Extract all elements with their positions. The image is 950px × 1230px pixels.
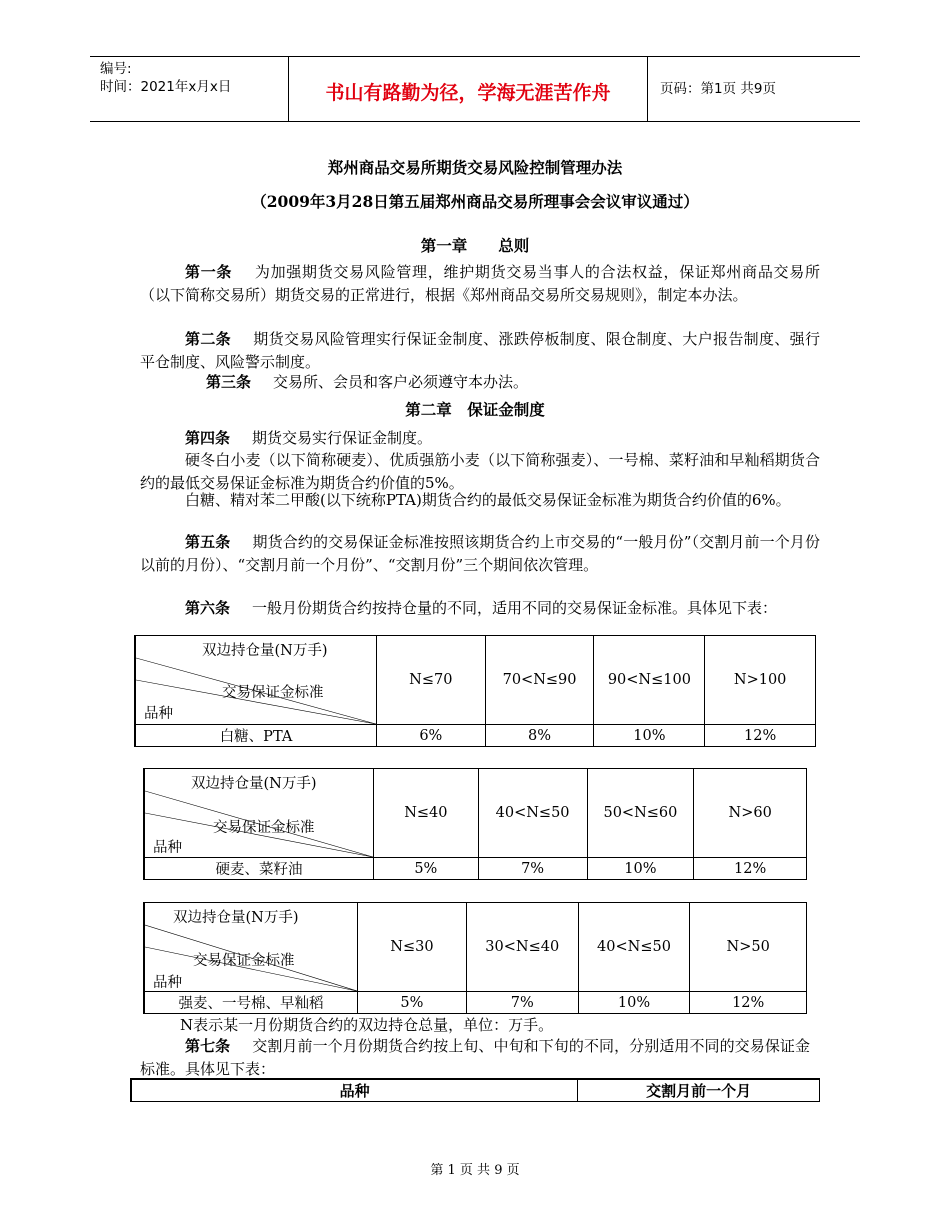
article-3-text: 交易所、会员和客户必须遵守本办法。 <box>273 373 529 391</box>
table-3-col-header: 40<N≤50 <box>578 903 690 992</box>
article-3 <box>140 371 820 394</box>
article-7 <box>140 1035 810 1080</box>
margin-table-3 <box>143 902 807 1014</box>
article-5-text: 期货合约的交易保证金标准按照该期货合约上市交易的“一般月份”（交割月前一个月份以前的月份）、“交割月前一个月份”、“交割月份”三个期间依次管理。 <box>140 533 820 574</box>
table-2-col-header: N≤40 <box>374 769 479 858</box>
article-1-label: 第一条 <box>185 263 233 281</box>
table-3-product-label: 品种 <box>153 975 182 991</box>
table-3-col-header: N>50 <box>690 903 807 992</box>
article-4-label: 第四条 <box>185 429 231 447</box>
table-2-col-header: N>60 <box>694 769 807 858</box>
margin-table-1 <box>134 635 816 747</box>
table-1-product: 白糖、PTA <box>135 725 377 747</box>
doc-time-label: 时间：2021年x月x日 <box>100 79 232 95</box>
table-1-product-label: 品种 <box>144 706 173 722</box>
chapter-2-title: 第二章 保证金制度 <box>405 400 545 419</box>
table-1-cell: 10% <box>594 725 705 747</box>
table-3-col-header: 30<N≤40 <box>466 903 578 992</box>
table-1-col-header: N≤70 <box>377 636 486 725</box>
table-1-col-header: 90<N≤100 <box>594 636 705 725</box>
table-3-cell: 10% <box>578 992 690 1014</box>
article-3-label: 第三条 <box>206 373 252 391</box>
margin-table-2 <box>143 768 807 880</box>
document-subtitle: （2009年3月28日第五届郑州商品交易所理事会会议审议通过） <box>251 192 699 211</box>
article-1 <box>140 261 820 306</box>
article-7-text: 交割月前一个月份期货合约按上旬、中旬和下旬的不同，分别适用不同的交易保证金标准。具体见下表： <box>140 1037 810 1078</box>
margin-table-4 <box>130 1078 820 1102</box>
table-2-margin-label: 交易保证金标准 <box>213 820 315 836</box>
table-3-margin-label: 交易保证金标准 <box>193 953 295 969</box>
article-5 <box>140 531 820 576</box>
table-2-cell: 5% <box>374 858 479 880</box>
table-3-cell: 5% <box>358 992 467 1014</box>
chapter-1-title: 第一章 总则 <box>420 236 530 255</box>
header-motto-box <box>288 56 648 122</box>
table-1-diagonal-header <box>135 636 377 725</box>
table-4-month-header: 交割月前一个月 <box>578 1079 820 1102</box>
table-4-product-header: 品种 <box>131 1079 578 1102</box>
table-2-product: 硬麦、菜籽油 <box>144 858 374 880</box>
table-3-product: 强麦、一号棉、早籼稻 <box>144 992 358 1014</box>
page-footer: 第 1 页 共 9 页 <box>430 1163 520 1178</box>
table-3-diagonal-header <box>144 903 358 992</box>
article-1-text: 为加强期货交易风险管理，维护期货交易当事人的合法权益，保证郑州商品交易所（以下简称交易所）期货交易的正常进行，根据《郑州商品交易所交易规则》，制定本办法。 <box>140 263 820 304</box>
document-title: 郑州商品交易所期货交易风险控制管理办法 <box>327 158 623 177</box>
article-6 <box>140 597 820 620</box>
paragraph-sugar-margin: 白糖、精对苯二甲酸(以下统称PTA)期货合约的最低交易保证金标准为期货合约价值的6%。 <box>185 491 791 509</box>
table-3-cell: 12% <box>690 992 807 1014</box>
table-3-cell: 7% <box>466 992 578 1014</box>
article-2 <box>140 328 820 373</box>
table-1-col-header: 70<N≤90 <box>485 636 594 725</box>
article-6-label: 第六条 <box>185 599 231 617</box>
paragraph-wheat-margin: 硬冬白小麦（以下简称硬麦）、优质强筋小麦（以下简称强麦）、一号棉、菜籽油和早籼稻期货合约的最低交易保证金标准为期货合约价值的5%。 <box>140 451 820 492</box>
table-2-cell: 10% <box>587 858 694 880</box>
article-4-text: 期货交易实行保证金制度。 <box>252 429 433 447</box>
table-1-cell: 8% <box>485 725 594 747</box>
table-1-margin-label: 交易保证金标准 <box>222 685 324 701</box>
table-3-holding-label: 双边持仓量(N万手) <box>173 910 299 926</box>
header-motto: 书山有路勤为径，学海无涯苦作舟 <box>325 82 611 104</box>
table-1-cell: 6% <box>377 725 486 747</box>
table-3-col-header: N≤30 <box>358 903 467 992</box>
table-1-cell: 12% <box>705 725 816 747</box>
table-1-col-header: N>100 <box>705 636 816 725</box>
table-1-holding-label: 双边持仓量(N万手) <box>202 643 328 659</box>
table-2-product-label: 品种 <box>153 840 182 856</box>
table-2-cell: 12% <box>694 858 807 880</box>
table-2-col-header: 40<N≤50 <box>478 769 587 858</box>
article-5-label: 第五条 <box>185 533 231 551</box>
doc-number-label: 编号: <box>100 61 132 77</box>
table-2-col-header: 50<N≤60 <box>587 769 694 858</box>
article-6-text: 一般月份期货合约按持仓量的不同，适用不同的交易保证金标准。具体见下表： <box>252 599 778 617</box>
paragraph-n-note: N表示某一月份期货合约的双边持仓总量，单位：万手。 <box>180 1016 554 1034</box>
article-2-label: 第二条 <box>185 330 231 348</box>
article-7-label: 第七条 <box>185 1037 231 1055</box>
article-4 <box>140 427 820 450</box>
table-2-diagonal-header <box>144 769 374 858</box>
header-page-info: 页码：第1页 共9页 <box>660 81 776 97</box>
table-2-cell: 7% <box>478 858 587 880</box>
table-2-holding-label: 双边持仓量(N万手) <box>191 776 317 792</box>
article-2-text: 期货交易风险管理实行保证金制度、涨跌停板制度、限仓制度、大户报告制度、强行平仓制度、风险警示制度。 <box>140 330 820 371</box>
